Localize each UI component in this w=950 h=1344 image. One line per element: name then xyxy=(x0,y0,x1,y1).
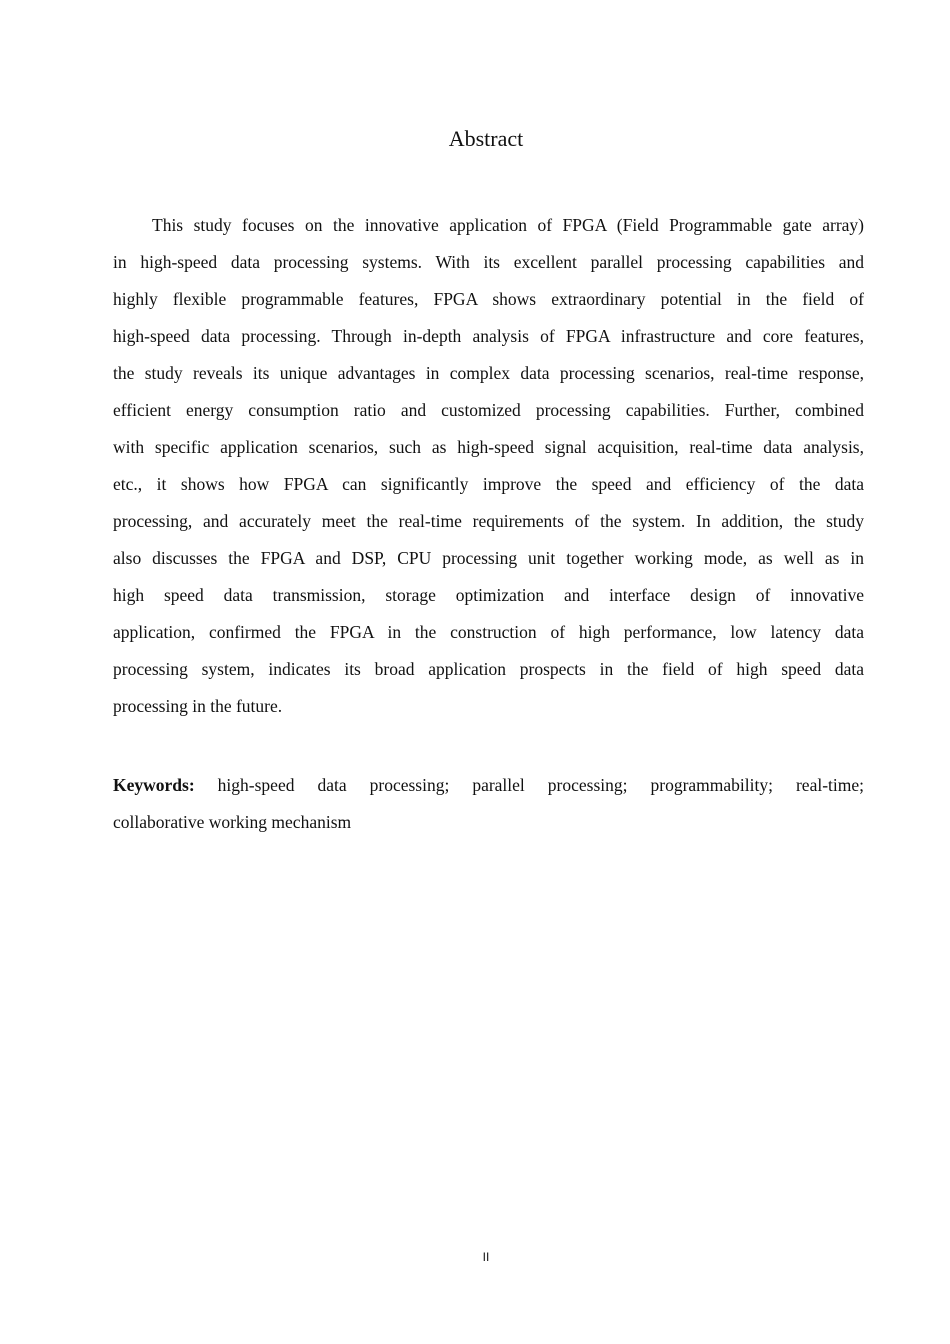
abstract-line: high speed data transmission, storage optimization and interface design of innovative xyxy=(113,585,864,605)
page-number: II xyxy=(482,1250,490,1264)
abstract-line: etc., it shows how FPGA can significantly improve the speed and efficiency of the data xyxy=(113,474,864,494)
abstract-line: with specific application scenarios, such as high-speed signal acquisition, real-time data analysis, xyxy=(113,437,864,457)
abstract-line: processing, and accurately meet the real-time requirements of the system. In addition, the study xyxy=(113,511,864,531)
keywords-text: high-speed data processing; parallel processing; programmability; real-time; xyxy=(217,775,865,795)
abstract-line: application, confirmed the FPGA in the construction of high performance, low latency data xyxy=(113,622,864,642)
abstract-line: also discusses the FPGA and DSP, CPU processing unit together working mode, as well as in xyxy=(113,548,864,568)
page-title: Abstract xyxy=(448,126,524,151)
keywords-label: Keywords: xyxy=(113,775,195,795)
abstract-line: high-speed data processing. Through in-depth analysis of FPGA infrastructure and core features, xyxy=(113,326,864,346)
abstract-paragraph xyxy=(113,212,864,730)
abstract-line: efficient energy consumption ratio and customized processing capabilities. Further, combined xyxy=(113,400,864,420)
abstract-line: processing system, indicates its broad application prospects in the field of high speed data xyxy=(113,659,864,679)
abstract-line: in high-speed data processing systems. With its excellent parallel processing capabilities and xyxy=(113,252,864,272)
abstract-line: This study focuses on the innovative application of FPGA (Field Programmable gate array) xyxy=(152,215,864,235)
abstract-line: processing in the future. xyxy=(113,696,283,716)
abstract-line: highly flexible programmable features, FPGA shows extraordinary potential in the field of xyxy=(113,289,864,309)
abstract-line: the study reveals its unique advantages in complex data processing scenarios, real-time response, xyxy=(113,363,864,383)
keywords-section xyxy=(113,772,864,846)
keywords-line: collaborative working mechanism xyxy=(113,812,352,832)
keywords-line xyxy=(113,772,864,809)
